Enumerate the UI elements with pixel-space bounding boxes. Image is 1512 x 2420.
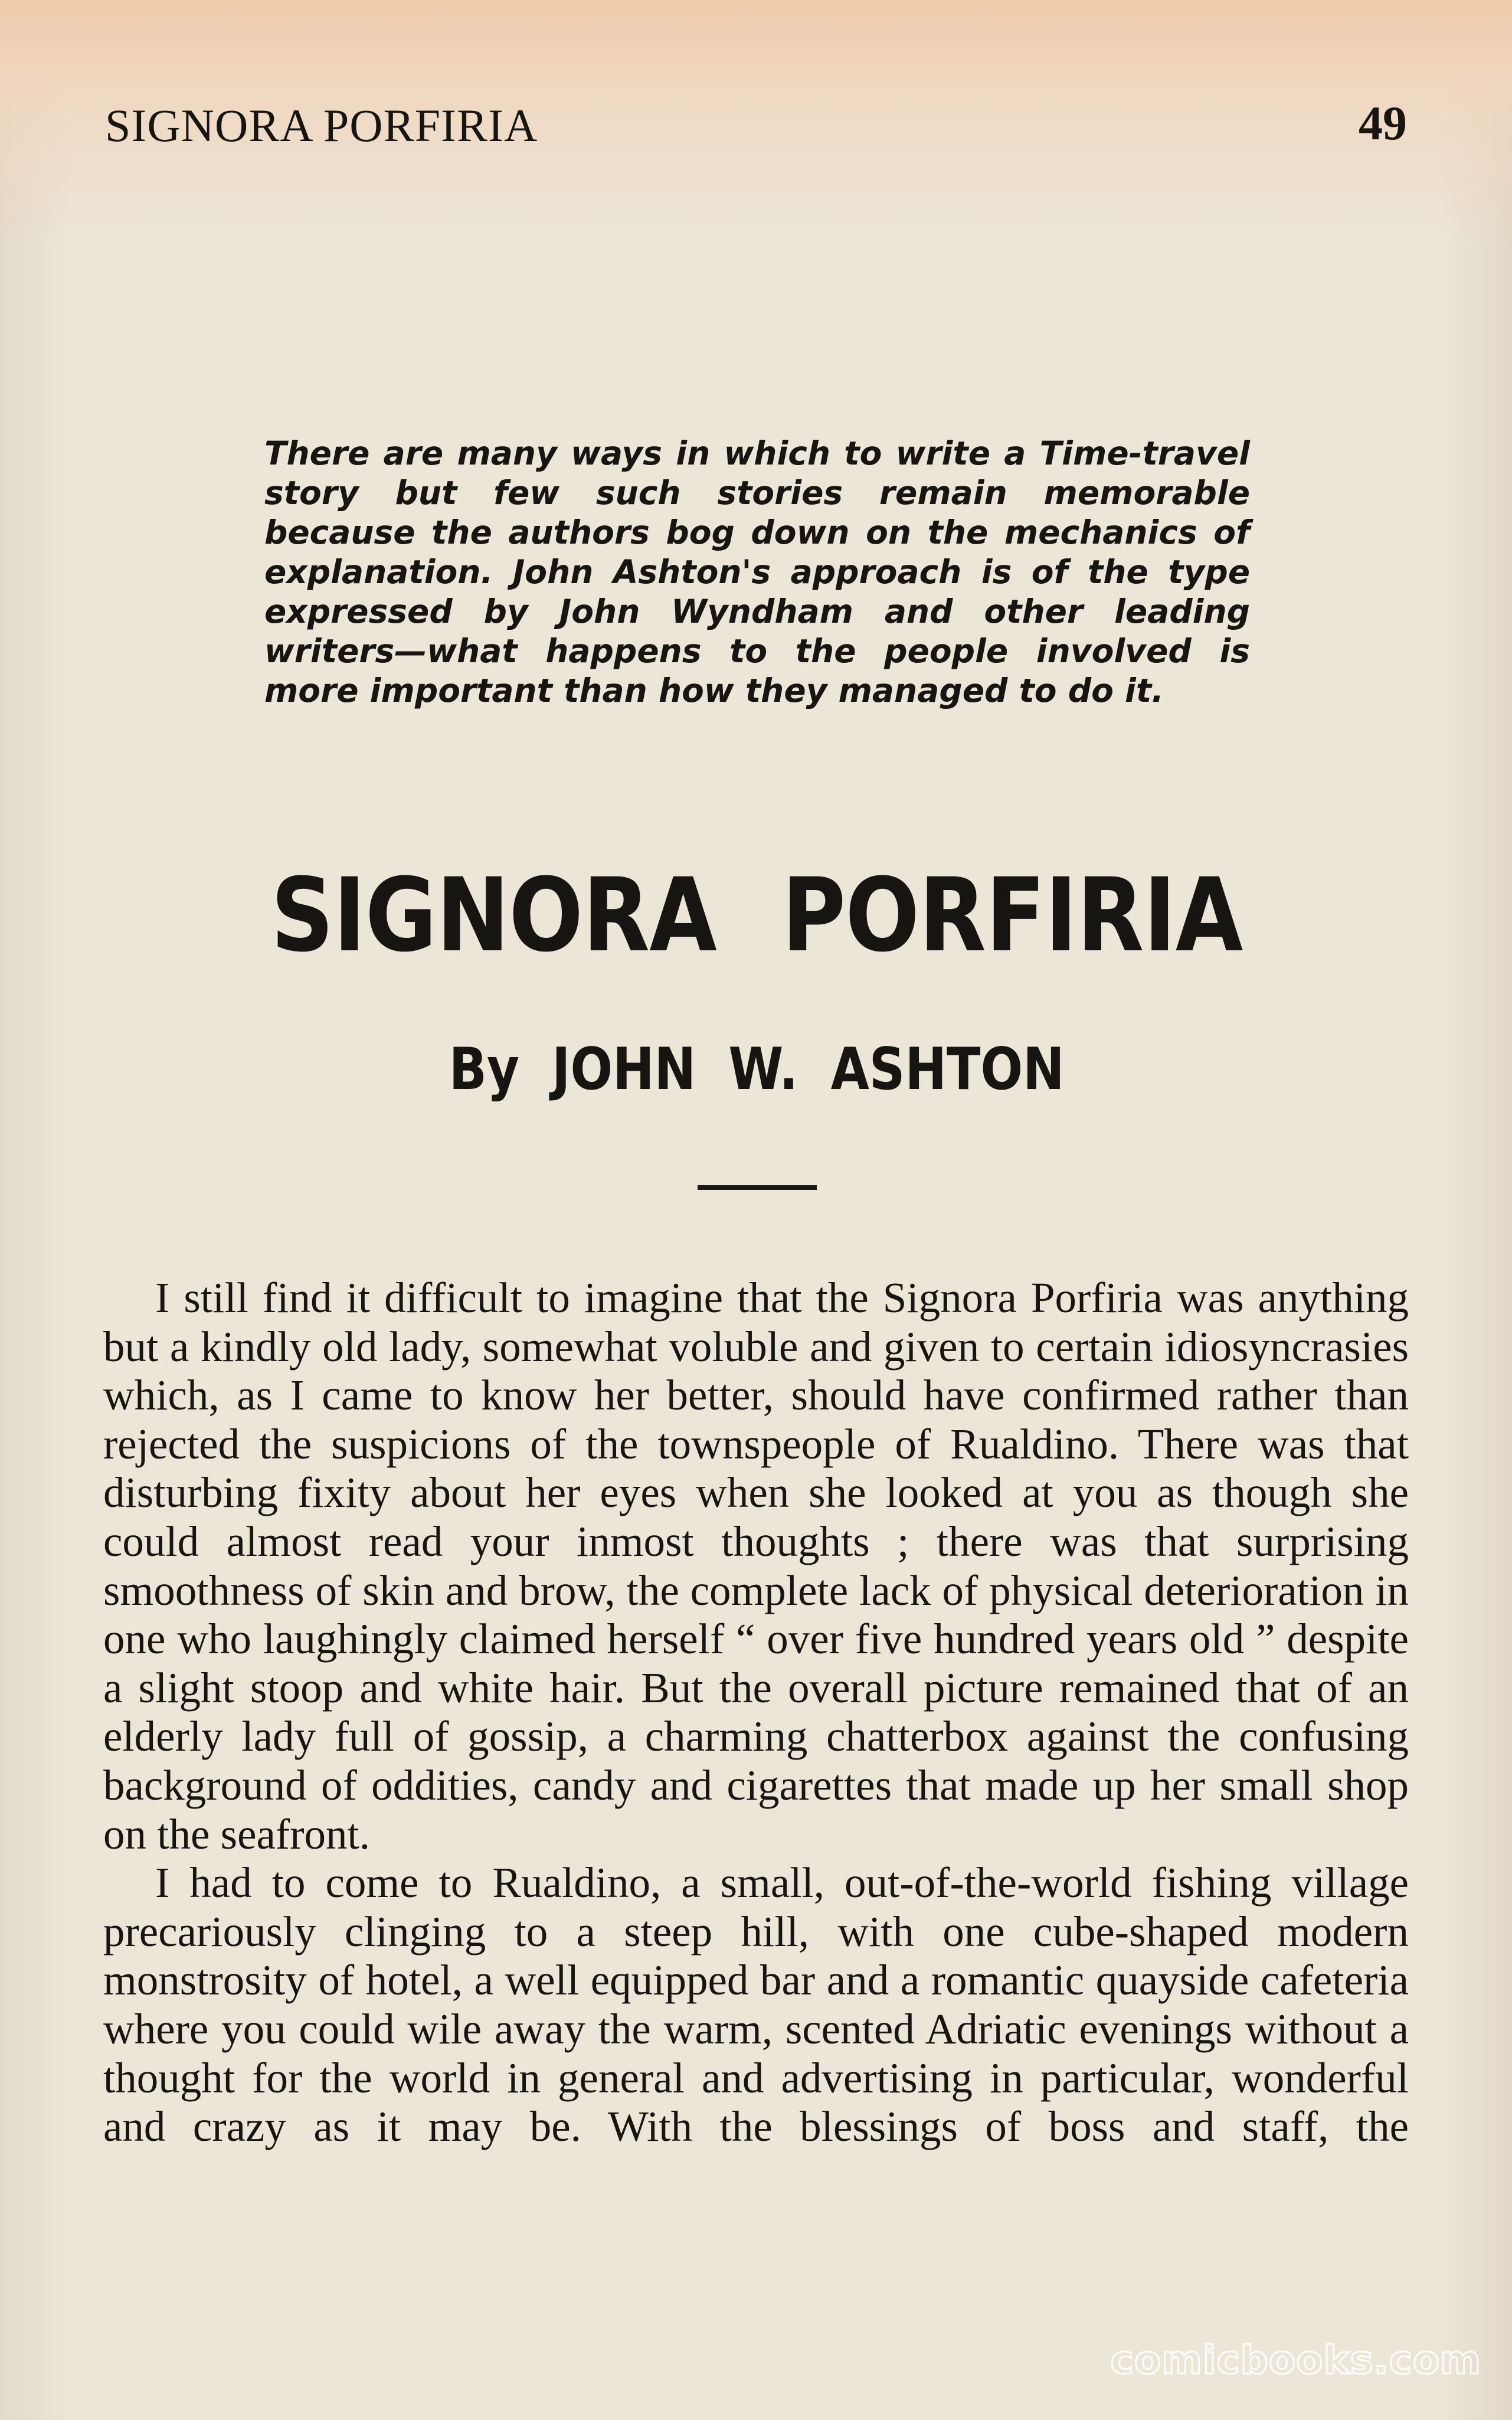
site-watermark: comicbooks.com [1110,2337,1481,2383]
page-number: 49 [1359,96,1407,150]
running-header-title: SIGNORA PORFIRIA [105,100,538,151]
story-paragraph: I still find it difficult to imagine that the Signora Porfiria was anything but a kindly old lady, somewhat voluble and given to certain idiosyncrasies which, as I came to know her better, should have confirmed rather than rejected the suspicions of the townspeople of Rualdino. There was that disturbing fixity about her eyes when she looked at you as though she could almost read your inmost thoughts ; there was that surprising smoothness of skin and brow, the complete lack of physical deterioration in one who laughingly claimed herself “ over five hundred years old ” despite a slight stoop and white hair. But the overall picture remained that of an elderly lady full of gossip, a charming chatterbox against the confusing background of oddities, candy and cigarettes that made up her small shop on the seafront. [103,1274,1409,1858]
editorial-intro: There are many ways in which to write a Time-travel story but few such stories remain memorable because the authors bog down on the mechanics of explanation. John Ashton's approach is of the type expressed by John Wyndham and other leading writers—what happens to the people involved is more important than how they managed to do it. [264,434,1250,709]
story-title: SIGNORA PORFIRIA [271,856,1243,974]
story-byline: By JOHN W. ASHTON [449,1036,1065,1103]
title-divider [698,1185,817,1190]
story-paragraph: I had to come to Rualdino, a small, out-of-the-world fishing village precariously clinging to a steep hill, with one cube-shaped modern monstrosity of hotel, a well equipped bar and a romantic quayside cafeteria where you could wile away the warm, scented Adriatic evenings without a thought for the world in general and advertising in particular, wonderful and crazy as it may be. With the blessings of boss and staff, the [103,1859,1409,2151]
story-body [103,1274,1409,2151]
